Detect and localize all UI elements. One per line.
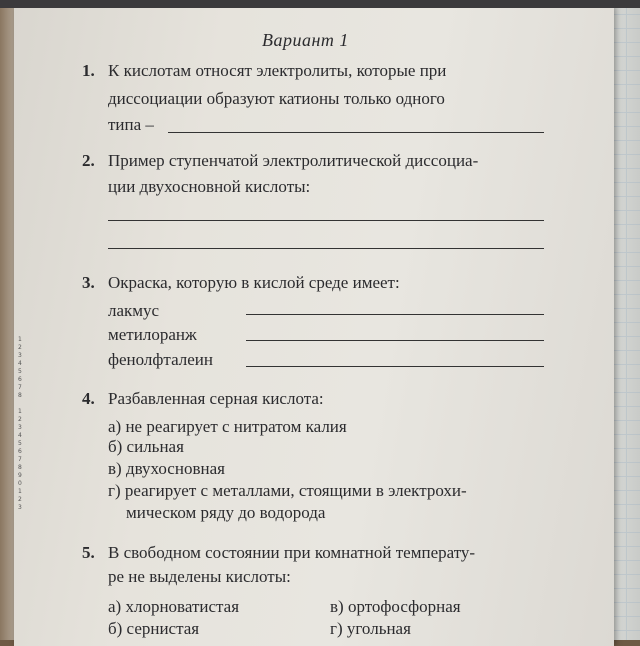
question-text-line: ре не выделены кислоты: bbox=[108, 567, 291, 586]
margin-number: 7 bbox=[18, 384, 22, 391]
margin-number: 1 bbox=[18, 408, 22, 415]
option-c[interactable]: в) двухосновная bbox=[108, 459, 225, 478]
question-text-line: Окраска, которую в кислой среде имеет: bbox=[108, 273, 400, 292]
answer-line[interactable] bbox=[168, 132, 544, 133]
question-text-line: В свободном состоянии при комнатной температу- bbox=[108, 543, 476, 562]
question-text-line: Разбавленная серная кислота: bbox=[108, 389, 324, 408]
question-text-line: ции двухосновной кислоты: bbox=[108, 177, 311, 196]
question-2 bbox=[82, 150, 562, 200]
margin-number: 0 bbox=[18, 480, 22, 487]
indicator-label-litmus: лакмус bbox=[108, 301, 160, 320]
question-text-line: К кислотам относят электролиты, которые при bbox=[108, 61, 447, 80]
margin-number: 2 bbox=[18, 344, 22, 351]
option-a[interactable]: а) не реагирует с нитратом калия bbox=[108, 417, 347, 436]
indicator-label-methyl-orange: метилоранж bbox=[108, 325, 197, 344]
option-a[interactable]: а) хлорноватистая bbox=[108, 597, 240, 616]
margin-number: 7 bbox=[18, 456, 22, 463]
question-5 bbox=[82, 542, 572, 640]
margin-number: 2 bbox=[18, 496, 22, 503]
indicator-label-phenolphthalein: фенолфталеин bbox=[108, 350, 213, 369]
margin-number: 4 bbox=[18, 360, 22, 367]
answer-line-phenolphthalein[interactable] bbox=[246, 366, 544, 367]
option-b[interactable]: б) сильная bbox=[108, 437, 184, 456]
question-1 bbox=[82, 60, 562, 140]
question-4 bbox=[82, 388, 572, 528]
question-number: 5. bbox=[82, 543, 95, 562]
question-number: 4. bbox=[82, 389, 95, 408]
option-b[interactable]: б) сернистая bbox=[108, 619, 200, 638]
question-text-line: диссоциации образуют катионы только одного bbox=[108, 89, 445, 108]
margin-number: 9 bbox=[18, 472, 22, 479]
option-d-continuation: мическом ряду до водорода bbox=[126, 503, 326, 522]
margin-numbers bbox=[18, 336, 30, 512]
question-text-line: типа – bbox=[108, 115, 154, 134]
margin-number: 2 bbox=[18, 416, 22, 423]
answer-line[interactable] bbox=[108, 248, 544, 249]
question-number: 3. bbox=[82, 273, 95, 292]
margin-number: 8 bbox=[18, 464, 22, 471]
top-dark-strip bbox=[0, 0, 640, 8]
question-number: 2. bbox=[82, 151, 95, 170]
answer-line[interactable] bbox=[108, 220, 544, 221]
margin-number bbox=[18, 400, 30, 408]
answer-line-litmus[interactable] bbox=[246, 314, 544, 315]
option-d[interactable]: г) угольная bbox=[330, 619, 411, 638]
option-c[interactable]: в) ортофосфорная bbox=[330, 597, 461, 616]
margin-number: 3 bbox=[18, 424, 22, 431]
margin-number: 3 bbox=[18, 504, 22, 511]
option-d[interactable]: г) реагирует с металлами, стоящими в электрохи- bbox=[108, 481, 467, 500]
margin-number: 1 bbox=[18, 336, 22, 343]
variant-title: Вариант 1 bbox=[262, 30, 349, 50]
margin-number: 6 bbox=[18, 376, 22, 383]
answer-line-methyl-orange[interactable] bbox=[246, 340, 544, 341]
question-text-line: Пример ступенчатой электролитической диссоциа- bbox=[108, 151, 479, 170]
margin-number: 5 bbox=[18, 368, 22, 375]
question-number: 1. bbox=[82, 61, 95, 80]
margin-number: 5 bbox=[18, 440, 22, 447]
margin-number: 6 bbox=[18, 448, 22, 455]
margin-number: 4 bbox=[18, 432, 22, 439]
question-3 bbox=[82, 272, 562, 372]
margin-number: 1 bbox=[18, 488, 22, 495]
margin-number: 8 bbox=[18, 392, 22, 399]
margin-number: 3 bbox=[18, 352, 22, 359]
